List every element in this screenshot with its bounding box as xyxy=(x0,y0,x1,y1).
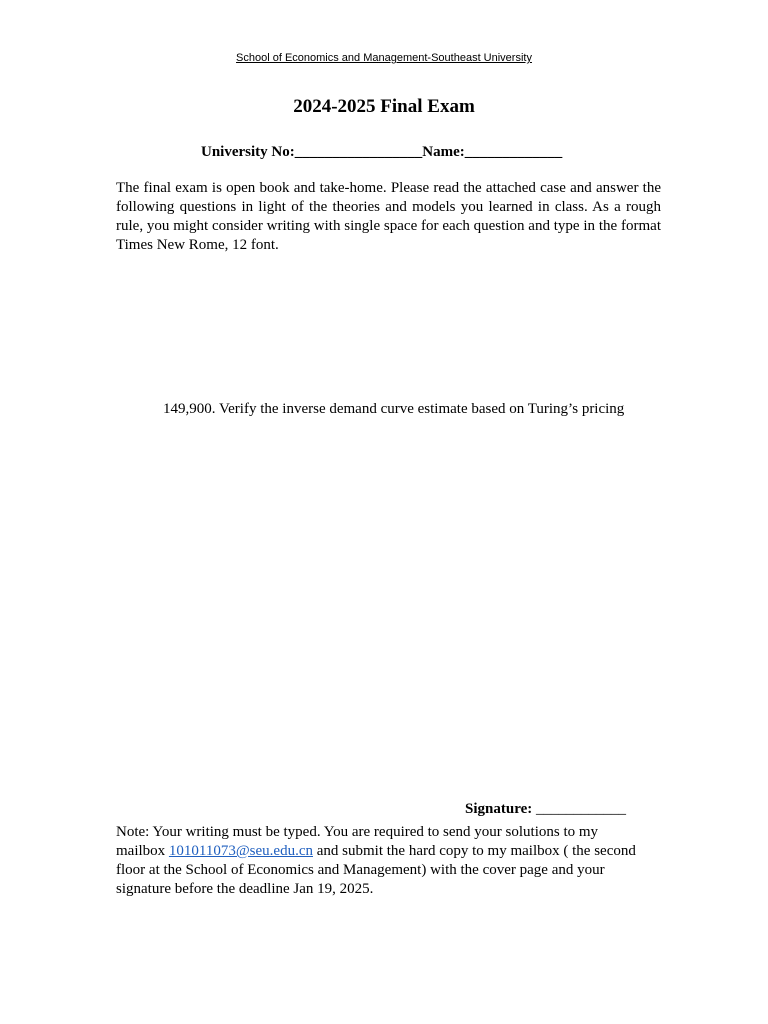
question-text-fragment: 149,900. Verify the inverse demand curve estimate based on Turing’s pricing xyxy=(163,401,625,417)
note-text-end: and submit the hard copy to my mailbox ( the second floor at the School of Economics and Management) with the cover page and your signature before the deadline Jan 19, 2025. xyxy=(116,843,636,897)
email-link[interactable]: 101011073@seu.edu.cn xyxy=(168,843,313,859)
student-id-line xyxy=(201,144,562,161)
signature-blank: ____________ xyxy=(535,801,626,817)
page-title: 2024-2025 Final Exam xyxy=(293,96,475,117)
university-no-blank: _________________ xyxy=(294,144,423,160)
signature-label: Signature: xyxy=(465,801,533,817)
note-text-start: Note: Your writing must be typed. You are required to send your solutions to my mailbox xyxy=(116,824,599,859)
university-no-label: University No: xyxy=(201,144,295,160)
instructions-paragraph: The final exam is open book and take-home. Please read the attached case and answer the following questions in light of the theories and models you learned in class. As a rough rule, you might consider writing with single space for each question and type in the format Times New Rome, 12 font. xyxy=(116,180,661,253)
signature-line xyxy=(465,801,626,818)
institution-name: School of Economics and Management-Southeast University xyxy=(236,52,532,64)
submission-note xyxy=(116,823,646,899)
page-header xyxy=(0,52,768,64)
name-label: Name: xyxy=(422,144,465,160)
name-blank: _____________ xyxy=(464,144,563,160)
